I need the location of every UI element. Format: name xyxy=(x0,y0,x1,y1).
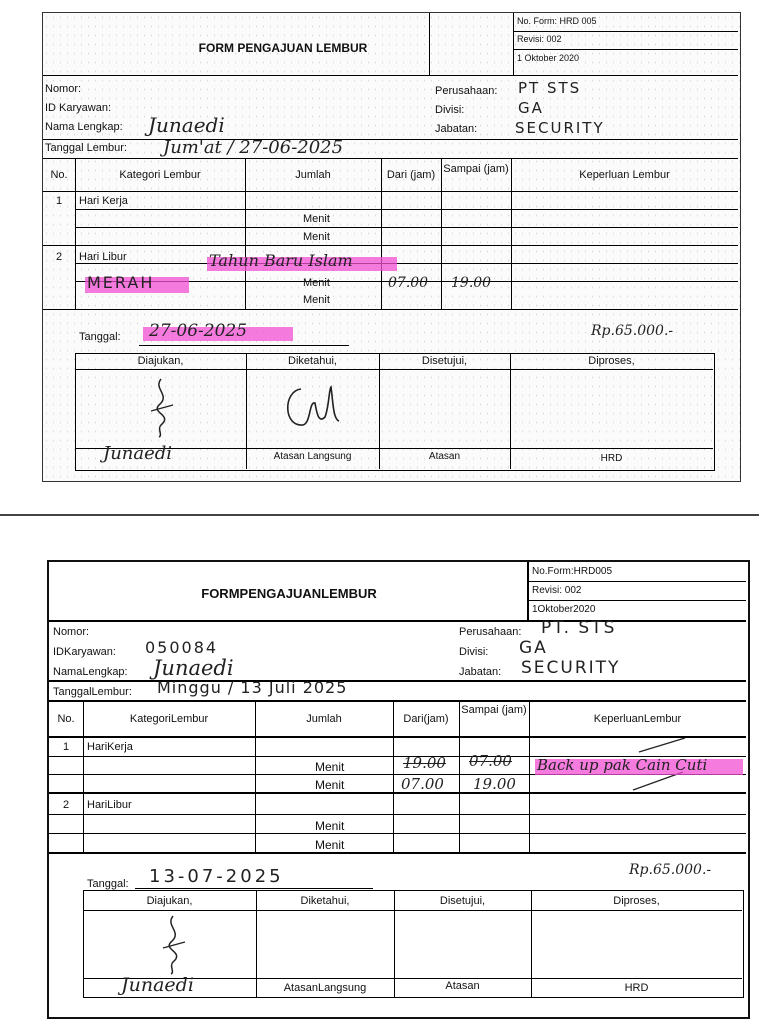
sig-footer-diajukan: Junaedi xyxy=(103,443,173,464)
libur-tag-handwritten: MERAH xyxy=(87,273,155,292)
col-sampai: Sampai (jam) xyxy=(443,163,509,175)
tanggal-lembur-handwritten: Jum'at / 27-06-2025 xyxy=(163,137,344,158)
signature-mark xyxy=(157,914,193,976)
sig-diproses: Diproses, xyxy=(588,355,635,367)
libur-dari-handwritten: 07.00 xyxy=(388,275,429,291)
libur-note-handwritten: Tahun Baru Islam xyxy=(209,251,353,270)
divisi-handwritten: GA xyxy=(518,99,544,117)
col-dari: Dari (jam) xyxy=(386,169,436,181)
form-number: No.Form:HRD005 xyxy=(532,566,613,577)
form-revision: Revisi: 002 xyxy=(517,34,562,44)
amount-handwritten: Rp.65.000.- xyxy=(629,862,712,878)
signature-mark xyxy=(143,375,183,439)
sig-footer-diajukan: Junaedi xyxy=(121,974,194,996)
nomor-label: Nomor: xyxy=(45,83,82,95)
id-karyawan-label: IDKaryawan: xyxy=(53,646,116,658)
col-kategori: Kategori Lembur xyxy=(119,169,201,181)
sig-footer-atasan: Atasan xyxy=(445,980,480,992)
menit-label: Menit xyxy=(315,778,345,792)
nama-label: NamaLengkap: xyxy=(53,666,128,678)
nama-handwritten: Junaedi xyxy=(148,113,225,137)
form-title: FORMPENGAJUANLEMBUR xyxy=(201,586,377,601)
form-issue-date: 1 Oktober 2020 xyxy=(517,53,580,63)
col-jumlah: Jumlah xyxy=(306,713,342,725)
menit-label: Menit xyxy=(303,231,330,243)
tanggal-lembur-label: TanggalLembur: xyxy=(53,686,132,698)
overtime-form-photocopy xyxy=(42,12,741,482)
divisi-label: Divisi: xyxy=(459,646,489,658)
perusahaan-handwritten: PT STS xyxy=(518,79,582,97)
col-no: No. xyxy=(50,169,68,181)
sig-footer-hrd: HRD xyxy=(624,982,649,994)
kerja-note-handwritten: Back up pak Cain Cuti xyxy=(537,756,708,774)
menit-label: Menit xyxy=(303,277,330,289)
jabatan-label: Jabatan: xyxy=(435,123,478,135)
tanggal-label: Tanggal: xyxy=(79,331,121,343)
kerja-dari-2-handwritten: 07.00 xyxy=(401,775,444,793)
kerja-sampai-1-handwritten: 07.00 xyxy=(469,752,512,770)
jabatan-label: Jabatan: xyxy=(459,666,502,678)
menit-label: Menit xyxy=(315,819,345,833)
menit-label: Menit xyxy=(303,294,330,306)
row-kerja-label: HariKerja xyxy=(87,741,133,753)
tanggal-handwritten: 27-06-2025 xyxy=(149,321,248,341)
perusahaan-label: Perusahaan: xyxy=(459,626,522,638)
overtime-form-print xyxy=(47,560,750,1019)
menit-label: Menit xyxy=(315,760,345,774)
nama-handwritten: Junaedi xyxy=(153,656,234,680)
col-jumlah: Jumlah xyxy=(295,169,331,181)
col-dari: Dari(jam) xyxy=(403,713,449,725)
col-no: No. xyxy=(57,713,75,725)
sig-diketahui: Diketahui, xyxy=(300,895,350,907)
amount-handwritten: Rp.65.000.- xyxy=(591,323,674,339)
sig-footer-hrd: HRD xyxy=(600,453,623,464)
signature-mark xyxy=(279,381,349,435)
row-libur-label: Hari Libur xyxy=(79,251,127,263)
divisi-handwritten: GA xyxy=(519,638,548,658)
kerja-dari-1-handwritten: 19.00 xyxy=(403,754,446,772)
perusahaan-label: Perusahaan: xyxy=(435,85,498,97)
id-karyawan-handwritten: 050084 xyxy=(145,638,219,657)
photo-divider xyxy=(0,514,759,516)
form-revision: Revisi: 002 xyxy=(532,585,582,596)
nomor-label: Nomor: xyxy=(53,626,90,638)
form-issue-date: 1Oktober2020 xyxy=(532,604,596,615)
row-kerja-label: Hari Kerja xyxy=(79,195,128,207)
sig-diajukan: Diajukan, xyxy=(137,355,184,367)
row-libur-label: HariLibur xyxy=(87,799,132,811)
jabatan-handwritten: SECURITY xyxy=(515,119,605,137)
id-karyawan-label: ID Karyawan: xyxy=(45,102,112,114)
sig-diproses: Diproses, xyxy=(613,895,660,907)
perusahaan-handwritten: PT. STS xyxy=(541,618,617,638)
tanggal-label: Tanggal: xyxy=(87,878,129,890)
sig-footer-atasan-langsung: Atasan Langsung xyxy=(273,451,352,462)
tanggal-lembur-label: Tanggal Lembur: xyxy=(45,142,127,154)
row-libur-no: 2 xyxy=(55,251,63,263)
sig-diketahui: Diketahui, xyxy=(288,355,337,367)
row-kerja-no: 1 xyxy=(55,195,63,207)
form-title: FORM PENGAJUAN LEMBUR xyxy=(198,41,368,55)
libur-sampai-handwritten: 19.00 xyxy=(451,275,492,291)
tanggal-handwritten: 13-07-2025 xyxy=(149,866,284,887)
menit-label: Menit xyxy=(303,213,330,225)
sig-disetujui: Disetujui, xyxy=(421,355,468,367)
kerja-sampai-2-handwritten: 19.00 xyxy=(473,775,516,793)
col-keperluan: KeperluanLembur xyxy=(593,713,682,725)
col-kategori: KategoriLembur xyxy=(129,713,209,725)
col-keperluan: Keperluan Lembur xyxy=(579,169,670,181)
row-kerja-no: 1 xyxy=(62,741,70,753)
jabatan-handwritten: SECURITY xyxy=(521,658,621,678)
sig-footer-atasan: Atasan xyxy=(428,451,461,462)
row-libur-no: 2 xyxy=(62,799,70,811)
sig-disetujui: Disetujui, xyxy=(439,895,486,907)
sig-diajukan: Diajukan, xyxy=(146,895,193,907)
col-sampai: Sampai (jam) xyxy=(461,704,527,716)
sig-footer-atasan-langsung: AtasanLangsung xyxy=(283,982,367,994)
tanggal-lembur-handwritten: Minggu / 13 Juli 2025 xyxy=(157,678,348,697)
nama-label: Nama Lengkap: xyxy=(45,121,123,133)
menit-label: Menit xyxy=(315,838,345,852)
form-number: No. Form: HRD 005 xyxy=(517,16,597,26)
divisi-label: Divisi: xyxy=(435,104,465,116)
